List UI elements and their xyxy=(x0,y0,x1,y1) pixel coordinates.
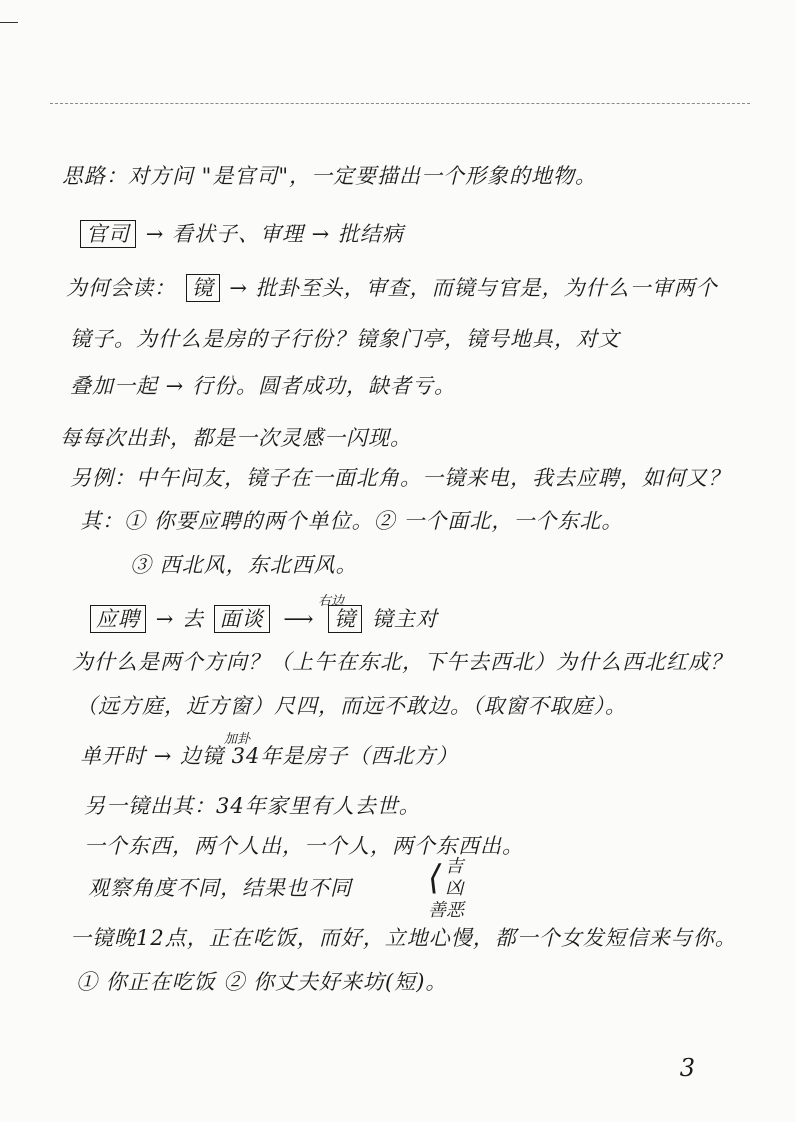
text-line-8: 其：① 你要应聘的两个单位。② 一个面北，一个东北。 xyxy=(80,509,624,533)
text-line-12: （远方庭，近方窗）尺四，而远不敢边。（取窗不取庭）。 xyxy=(76,694,627,718)
page-number: 3 xyxy=(679,1054,695,1082)
text-line-7: 另例：中午问友，镜子在一面北角。一镜来电，我去应聘，如何又？ xyxy=(70,466,730,490)
text-line-3 xyxy=(66,272,718,302)
text-line-13 xyxy=(80,740,458,770)
line-16-lead: 观察角度不同，结果也不同 xyxy=(88,876,352,900)
bracket-item-1: 吉凶 xyxy=(445,856,464,899)
text-line-4: 镜子。为什么是房的子行份？镜象门亭，镜号地具，对文 xyxy=(70,327,620,351)
text-line-5: 叠加一起 → 行份。圆者成功，缺者亏。 xyxy=(70,374,456,398)
text-line-2 xyxy=(78,218,404,248)
text-line-15: 一个东西，两个人出，一个人，两个东西出。 xyxy=(84,834,524,858)
boxed-term-apply: 应聘 xyxy=(90,605,146,633)
text-line-18: ① 你正在吃饭 ② 你丈夫好来坊(短)。 xyxy=(76,970,448,994)
bracket-icon: ⟨ xyxy=(428,858,442,898)
long-arrow-icon: ⟶ xyxy=(283,607,315,631)
text-line-1: 思路：对方问 "是官司"，一定要描出一个形象的地物。 xyxy=(62,164,597,188)
dashed-rule xyxy=(50,103,750,104)
line-3-rest: → 批卦至头，审查，而镜与官是，为什么一审两个 xyxy=(229,276,718,300)
text-line-10 xyxy=(88,603,438,633)
line-10-rest: 镜主对 xyxy=(371,607,438,631)
corner-mark xyxy=(0,22,18,23)
line-13-lead: 单开时 xyxy=(80,744,146,768)
bracket-group xyxy=(428,856,464,922)
text-line-14: 另一镜出其：34年家里有人去世。 xyxy=(84,794,421,818)
line-3-lead: 为何会读： xyxy=(66,276,176,300)
text-line-9: ③ 西北风，东北西风。 xyxy=(130,553,358,577)
boxed-term-mirror: 镜 xyxy=(186,274,220,302)
annotation-right-side: 右边 xyxy=(318,594,345,609)
text-line-16 xyxy=(88,872,352,902)
boxed-term-mirror-2: 镜 xyxy=(328,605,362,633)
annotation-add-hexagram: 加卦 xyxy=(224,732,251,747)
text-line-17: 一镜晚12点，正在吃饭，而好，立地心慢，都一个女发短信来与你。 xyxy=(70,926,737,950)
line-2-rest: → 看状子、审理 → 批结病 xyxy=(145,222,404,246)
text-line-6: 每每次出卦，都是一次灵感一闪现。 xyxy=(60,426,412,450)
bracket-item-2: 善恶 xyxy=(428,900,464,921)
boxed-term-interview: 面谈 xyxy=(214,605,270,633)
line-10-mid: → 去 xyxy=(155,607,204,631)
boxed-term-lawsuit: 官司 xyxy=(80,220,136,248)
line-13-rest: → 边镜 34年是房子（西北方） xyxy=(153,744,459,768)
text-line-11: 为什么是两个方向？（上午在东北，下午去西北）为什么西北红成？ xyxy=(72,650,732,674)
